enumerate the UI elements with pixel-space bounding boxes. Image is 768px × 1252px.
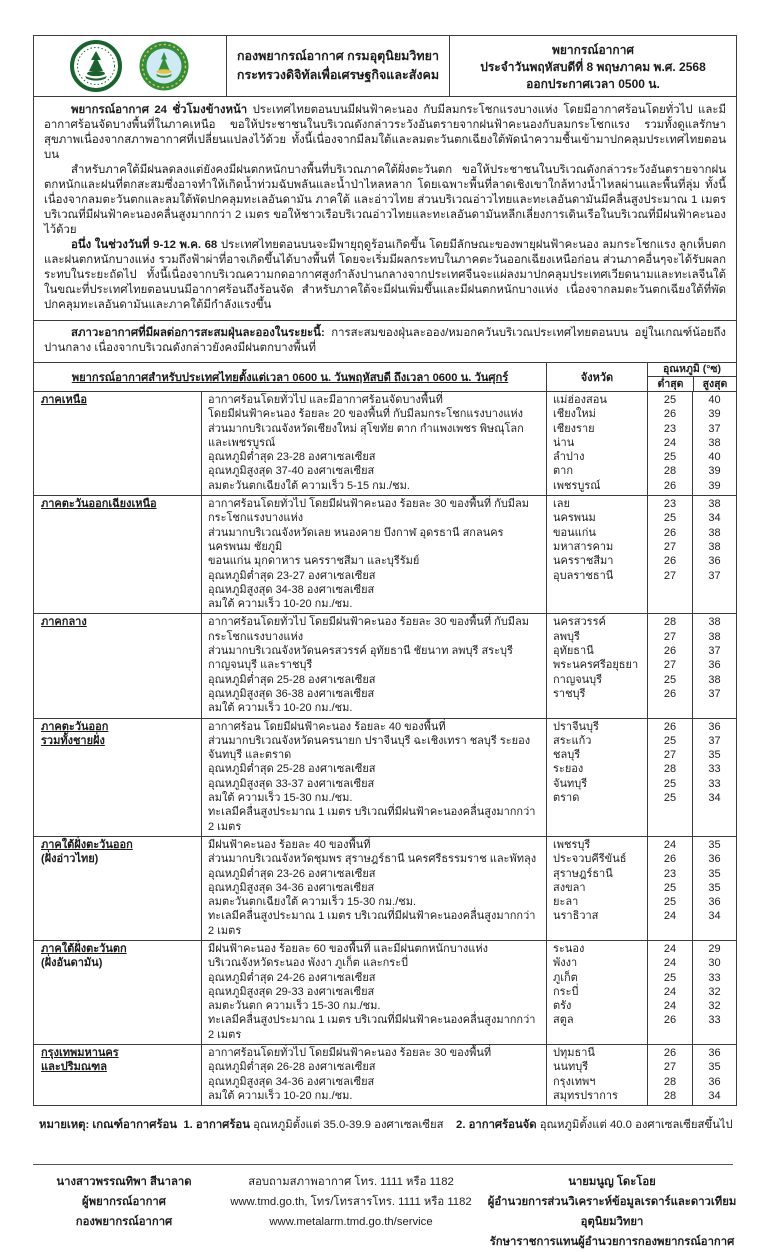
heat-criteria-note — [39, 1115, 737, 1133]
contact-alert-site: www.metalarm.tmd.go.th/service — [269, 1216, 433, 1229]
office-line1: กองพยากรณ์อากาศ กรมอุตุนิยมวิทยา — [236, 49, 440, 63]
min-temp-value: 26 — [663, 645, 677, 658]
min-temp-value: 24 — [663, 436, 677, 449]
forecast-line: ทะเลมีคลื่นสูงประมาณ 1 เมตร บริเวณที่มีฝนฟ้าคะนองคลื่นสูงมากกว่า 2 เมตร — [208, 806, 536, 833]
director-acting-role: รักษาราชการแทนผู้อำนวยการกองพยากรณ์อากาศ — [489, 1236, 735, 1249]
forecast-line: ทะเลมีคลื่นสูงประมาณ 1 เมตร บริเวณที่มีฝนฟ้าคะนองคลื่นสูงมากกว่า 2 เมตร — [208, 910, 536, 937]
forecast-line: อุณหภูมิสูงสุด 36-38 องศาเซลเซียส — [208, 687, 375, 700]
paragraph-body: ประเทศไทยตอนบนจะมีพายุฤดูร้อนเกิดขึ้น โดยมีลักษณะของพายุฝนฟ้าคะนอง ลมกระโชกแรง ลูกเห็บตก และฝนตกหนักบางแห่ง รวมถึงฟ้าผ่าที่อาจเกิดขึ้นได้บางพื้นที่ โดยจะเริ่มมีผลกระทบในภาคตะวันออกเฉียงเหนือก่อน ส่วนภาคอื่นๆจะได้รับผลกระทบในระยะถัดไป ทั้งนี้เนื่องจากบริเวณความกดอากาศสูงกำลังปานกลางจากประเทศจีนจะแผ่ลงมาปกคลุมประเทศเวียดนามและทะเลจีนใต้ ในขณะที่ประเทศไทยตอนบนมีอากาศร้อนถึงร้อนจัด สำหรับภาคใต้จะมีฝนเพิ่มขึ้นและมีฝนตกหนักบางแห่ง เนื่องจากลมตะวันตกเฉียงใต้ที่พัดปกคลุมทะเลอันดามันและภาคใต้มีกำลังแรงขึ้น — [44, 239, 726, 311]
province-name: เพชรบูรณ์ — [553, 479, 601, 492]
max-temp-value: 35 — [708, 838, 721, 851]
max-temp-value: 38 — [708, 673, 721, 686]
province-list-cell — [546, 614, 647, 717]
forecast-line: โดยมีฝนฟ้าคะนอง ร้อยละ 20 ของพื้นที่ กับมีลมกระโชกแรงบางแห่ง — [208, 408, 524, 421]
region-row — [34, 941, 736, 1045]
region-row — [34, 496, 736, 614]
max-temp-value: 35 — [708, 1061, 721, 1074]
max-temp-value: 29 — [708, 942, 721, 955]
paragraph-24h-forecast — [44, 103, 726, 163]
forecast-text-cell — [201, 392, 546, 495]
max-temp-value: 38 — [708, 526, 721, 539]
min-temp-value: 23 — [663, 867, 677, 880]
forecast-line: อากาศร้อน โดยมีฝนฟ้าคะนอง ร้อยละ 40 ของพื้นที่ — [208, 720, 446, 733]
min-temp-value: 24 — [663, 910, 677, 923]
column-header-max-temp: สูงสุด — [693, 377, 736, 391]
max-temp-value: 37 — [708, 734, 721, 747]
min-temp-value: 26 — [663, 555, 677, 568]
province-name: สุราษฎร์ธานี — [553, 867, 613, 880]
max-temp-value: 38 — [708, 630, 721, 643]
min-temp-column — [647, 496, 692, 613]
max-temp-value: 33 — [708, 763, 721, 776]
tmd-seal-logo — [138, 40, 190, 92]
province-name: ภูเก็ต — [553, 971, 578, 984]
bulletin-content — [33, 35, 737, 1252]
min-temp-value: 28 — [663, 616, 677, 629]
min-temp-value: 25 — [663, 673, 677, 686]
issue-time: ออกประกาศเวลา 0500 น. — [526, 77, 660, 91]
min-temp-column — [647, 614, 692, 717]
min-temp-value: 24 — [663, 1000, 677, 1013]
province-list-cell — [546, 941, 647, 1044]
province-name: ปทุมธานี — [553, 1047, 595, 1060]
region-name-cell — [34, 837, 201, 940]
province-list-cell — [546, 1045, 647, 1105]
region-name-line: ภาคใต้ฝั่งตะวันออก — [41, 838, 133, 851]
paragraph-lead: อนึ่ง ในช่วงวันที่ 9-12 พ.ค. 68 — [71, 239, 218, 251]
region-name-line: ภาคกลาง — [41, 616, 87, 629]
province-name: สตูล — [553, 1014, 574, 1027]
max-temp-value: 38 — [708, 540, 721, 553]
note-label: หมายเหตุ: เกณฑ์อากาศร้อน — [39, 1119, 178, 1132]
director-role: ผู้อำนวยการส่วนวิเคราะห์ข้อมูลเรดาร์และดาวเทียมอุตุนิยมวิทยา — [487, 1196, 737, 1229]
forecast-line: อุณหภูมิต่ำสุด 23-26 องศาเซลเซียส — [208, 867, 376, 880]
director-name: นายมนูญ โดะโอย — [568, 1176, 656, 1189]
max-temp-value: 37 — [708, 687, 721, 700]
region-name-line: ภาคใต้ฝั่งตะวันตก — [41, 942, 127, 955]
province-name: กรุงเทพฯ — [553, 1075, 596, 1088]
note-item2-label: 2. อากาศร้อนจัด — [456, 1119, 537, 1132]
forecast-text-cell — [201, 941, 546, 1044]
paragraph-lead: สภาวะอากาศที่มีผลต่อการสะสมฝุ่นละอองในระยะนี้: — [71, 327, 325, 339]
region-subnote: (ฝั่งอันดามัน) — [41, 957, 103, 970]
max-temp-column — [692, 837, 736, 940]
forecast-table-body — [34, 392, 736, 1105]
min-temp-value: 26 — [663, 1047, 677, 1060]
forecaster-signature — [33, 1172, 215, 1252]
forecast-text-cell — [201, 614, 546, 717]
contact-website: www.tmd.go.th, โทร/โทรสารโทร. 1111 หรือ 1182 — [230, 1196, 472, 1209]
min-temp-column — [647, 837, 692, 940]
min-temp-value: 24 — [663, 957, 677, 970]
forecast-line: อุณหภูมิสูงสุด 29-33 องศาเซลเซียส — [208, 985, 375, 998]
min-temp-value: 25 — [663, 896, 677, 909]
min-temp-column — [647, 1045, 692, 1105]
province-name: นครพนม — [553, 512, 596, 525]
forecast-line: บริเวณจังหวัดระนอง พังงา ภูเก็ต และกระบี่ — [208, 957, 409, 970]
max-temp-value: 38 — [708, 616, 721, 629]
max-temp-value: 36 — [708, 1075, 721, 1088]
paragraph-body: ประเทศไทยตอนบนมีฝนฟ้าคะนอง กับมีลมกระโชกแรงบางแห่ง โดยมีอากาศร้อนโดยทั่วไป และมีอากาศร้อนจัดบางพื้นที่ในภาคเหนือ ขอให้ประชาชนในบริเวณดังกล่าวระวังอันตรายจากฝนฟ้าคะนองกับลมกระโชกแรง รวมทั้งดูแลรักษาสุขภาพเนื่องจากสภาพอากาศที่เปลี่ยนแปลงไว้ด้วย ทั้งนี้เนื่องจากมีลมใต้และลมตะวันตกเฉียงใต้พัดนำความชื้นเข้ามาปกคลุมประเทศไทยตอนบน — [44, 104, 727, 161]
note-item1-label: 1. อากาศร้อน — [183, 1119, 250, 1132]
max-temp-value: 36 — [708, 896, 721, 909]
province-list-cell — [546, 719, 647, 836]
max-temp-value: 36 — [708, 555, 721, 568]
max-temp-column — [692, 392, 736, 495]
province-name: นราธิวาส — [553, 910, 599, 923]
region-row — [34, 614, 736, 718]
table-header-title-text: พยากรณ์อากาศสำหรับประเทศไทยตั้งแต่เวลา 0600 น. วันพฤหัสบดี ถึงเวลา 0600 น. วันศุกร์ — [71, 372, 509, 384]
province-name: พังงา — [553, 957, 578, 970]
min-temp-value: 28 — [663, 1075, 677, 1088]
forecast-line: ส่วนมากบริเวณจังหวัดเชียงใหม่ สุโขทัย ตาก กำแพงเพชร พิษณุโลก และเพชรบูรณ์ — [208, 422, 524, 449]
province-name: ตาก — [553, 465, 573, 478]
max-temp-column — [692, 1045, 736, 1105]
forecast-line: ลมใต้ ความเร็ว 15-30 กม./ชม. — [208, 792, 353, 805]
max-temp-column — [692, 719, 736, 836]
forecast-line: อากาศร้อนโดยทั่วไป โดยมีฝนฟ้าคะนอง ร้อยละ 30 ของพื้นที่ กับมีลมกระโชกแรงบางแห่ง — [208, 616, 530, 643]
min-temp-value: 26 — [663, 1014, 677, 1027]
column-header-temperature — [647, 363, 736, 391]
province-name: น่าน — [553, 436, 575, 449]
min-temp-value: 27 — [663, 659, 677, 672]
forecaster-name: นางสาวพรรณทิพา สีนาลาด — [56, 1176, 192, 1189]
province-name: ชลบุรี — [553, 749, 581, 762]
bulletin-title: พยากรณ์อากาศ — [551, 43, 635, 57]
province-list-cell — [546, 392, 647, 495]
min-temp-value: 24 — [663, 838, 677, 851]
column-header-province: จังหวัด — [546, 363, 647, 391]
forecast-line: ลมใต้ ความเร็ว 10-20 กม./ชม. — [208, 598, 353, 611]
issuing-office — [226, 36, 449, 96]
max-temp-value: 35 — [708, 749, 721, 762]
min-temp-value: 25 — [663, 777, 677, 790]
max-temp-value: 32 — [708, 985, 721, 998]
min-temp-value: 26 — [663, 479, 677, 492]
min-temp-value: 23 — [663, 498, 677, 511]
footer-divider — [33, 1164, 733, 1165]
director-signature — [487, 1172, 737, 1252]
province-name: ขอนแก่น — [553, 526, 596, 539]
min-temp-value: 25 — [663, 971, 677, 984]
region-name-line: รวมทั้งชายฝั่ง — [41, 734, 105, 747]
max-temp-value: 34 — [708, 910, 721, 923]
contact-info — [215, 1172, 487, 1252]
region-subnote: (ฝั่งอ่าวไทย) — [41, 853, 99, 866]
max-temp-column — [692, 614, 736, 717]
max-temp-value: 35 — [708, 881, 721, 894]
max-temp-column — [692, 496, 736, 613]
region-name-line: ภาคตะวันออกเฉียงเหนือ — [41, 498, 157, 511]
province-name: ระนอง — [553, 942, 585, 955]
forecast-line: ลมใต้ ความเร็ว 10-20 กม./ชม. — [208, 702, 353, 715]
min-temp-value: 24 — [663, 942, 677, 955]
region-name-cell — [34, 614, 201, 717]
forecast-line: ลมใต้ ความเร็ว 10-20 กม./ชม. — [208, 1089, 353, 1102]
forecast-line: อุณหภูมิต่ำสุด 24-26 องศาเซลเซียส — [208, 971, 376, 984]
max-temp-value: 37 — [708, 569, 721, 582]
note-item2-text: อุณหภูมิตั้งแต่ 40.0 องศาเซลเซียสขึ้นไป — [539, 1119, 733, 1132]
forecast-line: อากาศร้อนโดยทั่วไป โดยมีฝนฟ้าคะนอง ร้อยละ 30 ของพื้นที่ กับมีลมกระโชกแรงบางแห่ง — [208, 498, 530, 525]
min-temp-value: 27 — [663, 630, 677, 643]
min-temp-value: 27 — [663, 1061, 677, 1074]
forecast-summary-box — [33, 96, 737, 321]
region-name-cell — [34, 941, 201, 1044]
forecast-line: ทะเลมีคลื่นสูงประมาณ 1 เมตร บริเวณที่มีฝนฟ้าคะนองคลื่นสูงมากกว่า 2 เมตร — [208, 1014, 536, 1041]
province-name: แม่ฮ่องสอน — [553, 394, 607, 406]
forecast-line: ส่วนมากบริเวณจังหวัดนครสวรรค์ อุทัยธานี ชัยนาท ลพบุรี สระบุรี กาญจนบุรี และราชบุรี — [208, 645, 513, 672]
min-temp-value: 26 — [663, 408, 677, 421]
forecast-line: ส่วนมากบริเวณจังหวัดชุมพร สุราษฎร์ธานี นครศรีธรรมราช และพัทลุง — [208, 853, 537, 866]
forecaster-division: กองพยากรณ์อากาศ — [75, 1216, 173, 1229]
region-name-line: และปริมณฑล — [41, 1061, 107, 1074]
forecast-line: มีฝนฟ้าคะนอง ร้อยละ 60 ของพื้นที่ และมีฝนตกหนักบางแห่ง — [208, 942, 488, 955]
max-temp-value: 35 — [708, 867, 721, 880]
province-name: กาญจนบุรี — [553, 673, 603, 686]
min-temp-value: 28 — [663, 763, 677, 776]
forecast-line: อุณหภูมิต่ำสุด 25-28 องศาเซลเซียส — [208, 763, 376, 776]
province-name: นนทบุรี — [553, 1061, 589, 1074]
province-name: ลพบุรี — [553, 630, 580, 643]
min-temp-value: 27 — [663, 749, 677, 762]
min-temp-value: 26 — [663, 526, 677, 539]
province-name: อุบลราชธานี — [553, 569, 614, 582]
max-temp-value: 36 — [708, 659, 721, 672]
province-name: นครสวรรค์ — [553, 616, 606, 629]
note-item1-text: อุณหภูมิตั้งแต่ 35.0-39.9 องศาเซลเซียส — [253, 1119, 444, 1132]
forecast-line: อุณหภูมิสูงสุด 34-38 องศาเซลเซียส — [208, 583, 375, 596]
region-row — [34, 1045, 736, 1105]
min-temp-value: 26 — [663, 853, 677, 866]
region-name-cell — [34, 392, 201, 495]
province-name: พระนครศรีอยุธยา — [553, 659, 639, 672]
province-name: จันทบุรี — [553, 777, 588, 790]
bulletin-date: ประจำวันพฤหัสบดีที่ 8 พฤษภาคม พ.ศ. 2568 — [480, 60, 706, 74]
max-temp-value: 37 — [708, 645, 721, 658]
province-name: สมุทรปราการ — [553, 1089, 618, 1102]
paragraph-lead: พยากรณ์อากาศ 24 ชั่วโมงข้างหน้า — [71, 104, 248, 116]
temperature-unit-label: อุณหภูมิ (°ซ) — [648, 363, 736, 377]
min-temp-value: 25 — [663, 792, 677, 805]
max-temp-value: 39 — [708, 408, 721, 421]
forecast-text-cell — [201, 837, 546, 940]
province-name: อุทัยธานี — [553, 645, 594, 658]
paragraph-body: สำหรับภาคใต้มีฝนลดลงแต่ยังคงมีฝนตกหนักบางพื้นที่บริเวณภาคใต้ฝั่งตะวันตก ขอให้ประชาชนในบริเวณดังกล่าวระวังอันตรายจากฝนตกหนักและฝนที่ตกสะสมซึ่งอาจทำให้เกิดน้ำท่วมฉับพลันและน้ำป่าไหลหลาก โดยเฉพาะพื้นที่ลาดเชิงเขาใกล้ทางน้ำไหลผ่านและพื้นที่ลุ่ม ทั้งนี้เนื่องจากลมตะวันตกและลมใต้พัดปกคลุมทะเลอันดามัน ภาคใต้ และอ่าวไทย ส่วนบริเวณอ่าวไทยและทะเลอันดามันมีคลื่นสูงประมาณ 1 เมตร บริเวณที่มีฝนฟ้าคะนองคลื่นสูงมากกว่า 2 เมตร ขอให้ชาวเรือบริเวณอ่าวไทยและทะเลอันดามันหลีกเลี่ยงการเดินเรือในบริเวณที่มีฝนฟ้าคะนองไว้ด้วย — [44, 164, 726, 236]
province-name: เพชรบุรี — [553, 838, 591, 851]
region-name-line: กรุงเทพมหานคร — [41, 1047, 119, 1060]
max-temp-value: 34 — [708, 792, 721, 805]
bulletin-header — [33, 35, 737, 97]
province-name: เชียงใหม่ — [553, 408, 596, 421]
table-header-title — [34, 363, 546, 391]
min-temp-value: 24 — [663, 985, 677, 998]
province-name: ประจวบคีรีขันธ์ — [553, 853, 627, 866]
province-name: ยะลา — [553, 896, 579, 909]
max-temp-value: 30 — [708, 957, 721, 970]
paragraph-body: การสะสมของฝุ่นละออง/หมอกควันบริเวณประเทศไทยตอนบน อยู่ในเกณฑ์น้อยถึงปานกลาง เนื่องจากบริเวณดังกล่าวยังคงมีฝนตกบางพื้นที่ — [44, 327, 726, 354]
max-temp-value: 33 — [708, 1014, 721, 1027]
province-name: นครราชสีมา — [553, 555, 614, 568]
dust-condition-box — [33, 320, 737, 363]
min-temp-value: 27 — [663, 540, 677, 553]
forecast-line: อากาศร้อนโดยทั่วไป โดยมีฝนฟ้าคะนอง ร้อยละ 30 ของพื้นที่ — [208, 1047, 492, 1060]
forecast-line: อุณหภูมิต่ำสุด 25-28 องศาเซลเซียส — [208, 673, 376, 686]
province-list-cell — [546, 837, 647, 940]
contact-phone: สอบถามสภาพอากาศ โทร. 1111 หรือ 1182 — [248, 1176, 454, 1189]
paragraph-dust — [44, 326, 726, 356]
max-temp-value: 39 — [708, 465, 721, 478]
forecast-line: อุณหภูมิต่ำสุด 23-27 องศาเซลเซียส — [208, 569, 376, 582]
column-header-min-temp: ต่ำสุด — [657, 378, 684, 390]
regional-forecast-table — [33, 362, 737, 1106]
forecast-line: ลมตะวันตก ความเร็ว 15-30 กม./ชม. — [208, 1000, 381, 1013]
paragraph-south — [44, 163, 726, 238]
forecast-line: อุณหภูมิต่ำสุด 23-28 องศาเซลเซียส — [208, 451, 376, 464]
forecast-line: ส่วนมากบริเวณจังหวัดเลย หนองคาย บึงกาฬ อุดรธานี สกลนคร นครพนม ชัยภูมิ — [208, 526, 504, 553]
region-name-line: ภาคเหนือ — [41, 394, 87, 406]
province-name: กระบี่ — [553, 985, 579, 998]
region-name-line: ภาคตะวันออก — [41, 720, 109, 733]
province-name: สงขลา — [553, 881, 586, 894]
ministry-seal-logo — [70, 40, 122, 92]
max-temp-value: 33 — [708, 971, 721, 984]
max-temp-value: 40 — [708, 451, 721, 464]
max-temp-value: 39 — [708, 479, 721, 492]
region-row — [34, 719, 736, 837]
forecast-text-cell — [201, 719, 546, 836]
max-temp-value: 34 — [708, 1089, 721, 1102]
province-name: ระยอง — [553, 763, 584, 776]
min-temp-value: 26 — [663, 687, 677, 700]
min-temp-column — [647, 719, 692, 836]
max-temp-column — [692, 941, 736, 1044]
forecast-line: ลมตะวันตกเฉียงใต้ ความเร็ว 15-30 กม./ชม. — [208, 896, 417, 909]
province-list-cell — [546, 496, 647, 613]
province-name: มหาสารคาม — [553, 540, 614, 553]
max-temp-value: 34 — [708, 512, 721, 525]
province-name: ตรัง — [553, 1000, 572, 1013]
province-name: ลำปาง — [553, 451, 585, 464]
min-temp-value: 26 — [663, 720, 677, 733]
forecast-text-cell — [201, 1045, 546, 1105]
max-temp-value: 40 — [708, 394, 721, 406]
forecast-line: อุณหภูมิต่ำสุด 26-28 องศาเซลเซียส — [208, 1061, 376, 1074]
min-temp-column — [647, 941, 692, 1044]
forecast-line: ขอนแก่น มุกดาหาร นครราชสีมา และบุรีรัมย์ — [208, 555, 420, 568]
province-name: เลย — [553, 498, 570, 511]
max-temp-value: 36 — [708, 853, 721, 866]
bulletin-footer — [33, 1172, 737, 1252]
temperature-subheaders — [648, 377, 736, 391]
max-temp-value: 32 — [708, 1000, 721, 1013]
max-temp-value: 36 — [708, 1047, 721, 1060]
province-name: สระแก้ว — [553, 734, 592, 747]
forecaster-role: ผู้พยากรณ์อากาศ — [82, 1196, 166, 1209]
province-name: ราชบุรี — [553, 687, 586, 700]
logo-cell — [34, 36, 226, 96]
region-name-cell — [34, 496, 201, 613]
min-temp-value: 25 — [663, 734, 677, 747]
min-temp-value: 25 — [663, 512, 677, 525]
min-temp-value: 25 — [663, 881, 677, 894]
min-temp-column — [647, 392, 692, 495]
max-temp-value: 33 — [708, 777, 721, 790]
forecast-line: อุณหภูมิสูงสุด 34-36 องศาเซลเซียส — [208, 881, 375, 894]
min-temp-value: 28 — [663, 1089, 677, 1102]
bulletin-issue-info — [449, 36, 736, 96]
max-temp-value: 36 — [708, 720, 721, 733]
max-temp-value: 37 — [708, 422, 721, 435]
table-header-row — [34, 363, 736, 392]
forecast-line: มีฝนฟ้าคะนอง ร้อยละ 40 ของพื้นที่ — [208, 838, 371, 851]
min-temp-value: 25 — [663, 451, 677, 464]
province-name: ปราจีนบุรี — [553, 720, 599, 733]
forecast-line: อุณหภูมิสูงสุด 37-40 องศาเซลเซียส — [208, 465, 375, 478]
office-line2: กระทรวงดิจิทัลเพื่อเศรษฐกิจและสังคม — [236, 68, 440, 82]
forecast-line: ส่วนมากบริเวณจังหวัดนครนายก ปราจีนบุรี ฉะเชิงเทรา ชลบุรี ระยอง จันทบุรี และตราด — [208, 734, 531, 762]
region-name-cell — [34, 719, 201, 836]
province-name: เชียงราย — [553, 422, 595, 435]
forecast-line: อุณหภูมิสูงสุด 33-37 องศาเซลเซียส — [208, 777, 375, 790]
min-temp-value: 27 — [663, 569, 677, 582]
min-temp-value: 25 — [663, 394, 677, 406]
forecast-line: อากาศร้อนโดยทั่วไป และมีอากาศร้อนจัดบางพื้นที่ — [208, 394, 443, 406]
region-name-cell — [34, 1045, 201, 1105]
paragraph-storm-advisory — [44, 238, 726, 313]
min-temp-value: 23 — [663, 422, 677, 435]
province-name: ตราด — [553, 792, 580, 805]
region-row — [34, 837, 736, 941]
min-temp-value: 28 — [663, 465, 677, 478]
forecast-line: ลมตะวันตกเฉียงใต้ ความเร็ว 5-15 กม./ชม. — [208, 479, 410, 492]
forecast-text-cell — [201, 496, 546, 613]
max-temp-value: 38 — [708, 436, 721, 449]
forecast-line: อุณหภูมิสูงสุด 34-36 องศาเซลเซียส — [208, 1075, 375, 1088]
region-row — [34, 392, 736, 496]
max-temp-value: 38 — [708, 498, 721, 511]
